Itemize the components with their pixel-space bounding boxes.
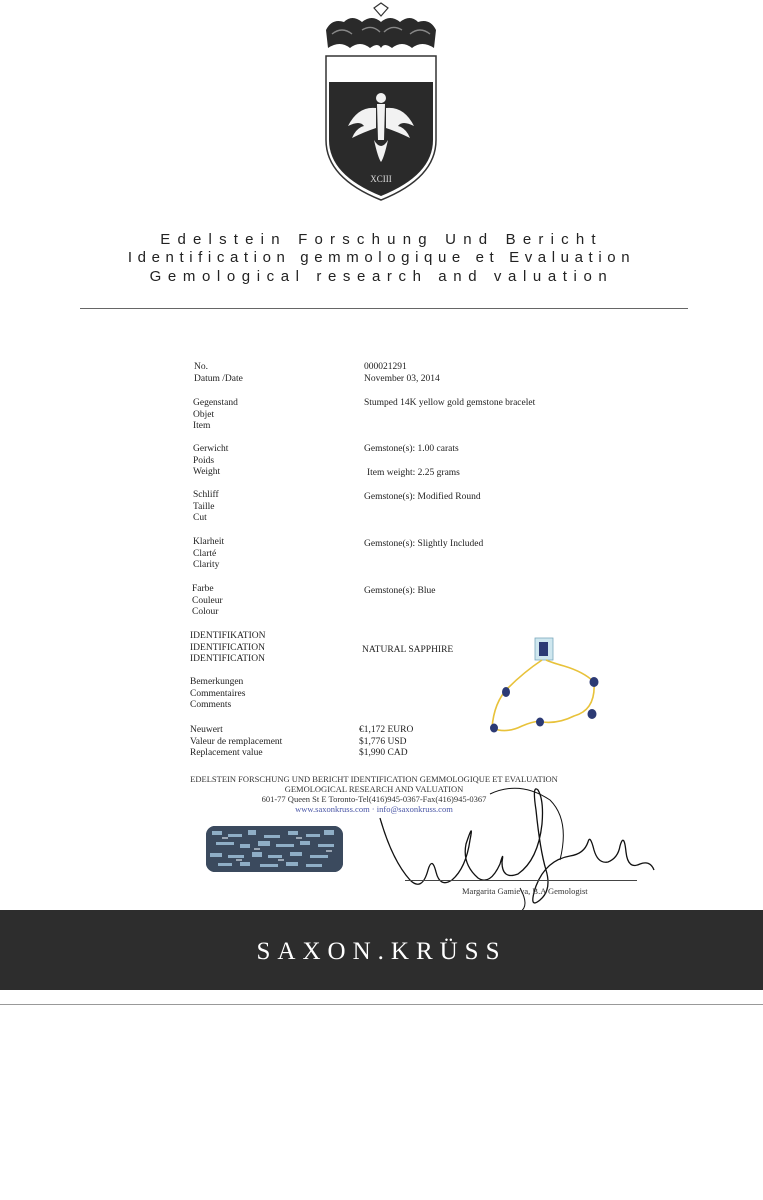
field-label-comments: Bemerkungen Commentaires Comments: [190, 677, 246, 710]
crest-numeral: XCIII: [370, 174, 392, 184]
bracelet-photo: [484, 636, 608, 740]
field-value-colour: Gemstone(s): Blue: [364, 586, 436, 596]
footer-company-info: EDELSTEIN FORSCHUNG UND BERICHT IDENTIFICATION GEMMOLOGIQUE ET EVALUATION GEMOLOGICAL RESEARCH AND VALUATION 601-77 Queen St E Toronto-Tel(416)945-0367-Fax(416)945-0367 www.saxonkruss.com · info@saxonkruss.com: [185, 774, 563, 814]
field-value-weight: Gemstone(s): 1.00 carats Item weight: 2.25 grams: [364, 444, 460, 478]
field-label-identification: IDENTIFIKATION IDENTIFICATION IDENTIFICATION: [190, 631, 266, 664]
field-value-cut: Gemstone(s): Modified Round: [364, 492, 481, 502]
field-label-item: Gegenstand Objet Item: [193, 398, 238, 431]
header-divider: [80, 308, 688, 309]
field-value-item: Stumped 14K yellow gold gemstone bracelet: [364, 398, 536, 408]
crest-logo: [322, 0, 440, 205]
field-value-clarity: Gemstone(s): Slightly Included: [364, 539, 484, 549]
field-value-identification: NATURAL SAPPHIRE: [362, 645, 454, 655]
signature: [370, 760, 660, 920]
field-label-weight: Gerwicht Poids Weight: [193, 444, 229, 477]
field-value-number-date: 000021291 November 03, 2014: [364, 362, 440, 384]
field-label-cut: Schliff Taille Cut: [193, 490, 219, 523]
header-line-german: Edelstein Forschung Und Bericht: [160, 231, 603, 248]
field-value-replacement-value: €1,172 EURO $1,776 USD $1,990 CAD: [359, 725, 414, 758]
field-label-colour: Farbe Couleur Colour: [192, 584, 223, 617]
signature-line: [405, 880, 637, 881]
field-label-number-date: No. Datum /Date: [194, 362, 243, 384]
field-label-replacement-value: Neuwert Valeur de remplacement Replacement value: [190, 725, 283, 758]
footer-web-email[interactable]: www.saxonkruss.com · info@saxonkruss.com: [295, 804, 453, 814]
field-label-clarity: Klarheit Clarté Clarity: [193, 537, 225, 570]
page-edge-line: [0, 1004, 763, 1005]
brand-name: SAXON.KRÜSS: [256, 938, 507, 965]
signatory-name: Margarita Gamieva, B.A Gemologist: [462, 886, 588, 896]
header-line-english: Gemological research and valuation: [149, 268, 614, 285]
hologram-seal: [206, 826, 343, 872]
header-line-french: Identification gemmologique et Evaluation: [127, 249, 636, 266]
